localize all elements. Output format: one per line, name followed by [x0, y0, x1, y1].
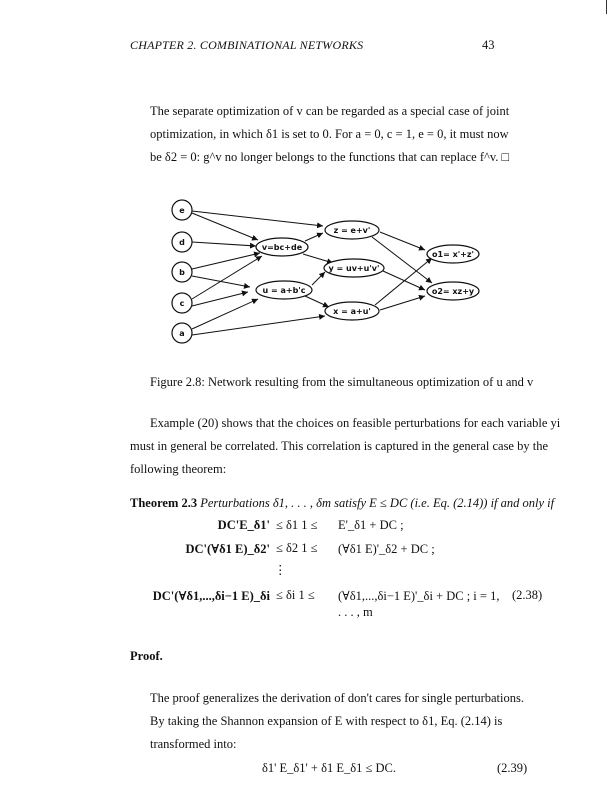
para3-line: By taking the Shannon expansion of E with respect to δ1, Eq. (2.14) is	[150, 714, 503, 728]
input-label: e	[179, 206, 185, 215]
node-label: o1= x'+z'	[432, 250, 474, 259]
para1-line: The separate optimization of v can be regarded as a special case of joint	[150, 104, 510, 118]
equation-mid: ≤ δ2 1 ≤	[276, 541, 318, 555]
para3-line: The proof generalizes the derivation of don't cares for single perturbations.	[150, 691, 524, 705]
input-label: b	[179, 268, 185, 277]
figure-caption: Figure 2.8: Network resulting from the simultaneous optimization of u and v	[150, 375, 534, 389]
equation-mid: ≤ δ1 1 ≤	[276, 518, 318, 532]
input-label: d	[179, 238, 185, 247]
theorem-statement: Perturbations δ1, . . . , δm satisfy E ≤ DC (i.e. Eq. (2.14)) if and only if	[200, 496, 555, 510]
input-label: c	[179, 299, 185, 308]
equation-mid: ≤ δi 1 ≤	[276, 588, 315, 602]
proof-label: Proof.	[130, 649, 163, 663]
equation-lhs: DC'(∀δ1 E)_δ2'	[185, 542, 270, 556]
input-label: a	[179, 329, 185, 338]
running-header: CHAPTER 2. COMBINATIONAL NETWORKS	[130, 38, 364, 52]
equation-rhs: (∀δ1 E)'_δ2 + DC ;	[338, 542, 435, 556]
equation-number: (2.38)	[512, 588, 543, 602]
node-label: z = e+v'	[333, 226, 371, 235]
equation-lhs: DC'(∀δ1,...,δi−1 E)_δi	[152, 589, 270, 603]
para2-line: Example (20) shows that the choices on feasible perturbations for each variable yi	[150, 416, 561, 430]
equation-number: (2.39)	[497, 761, 528, 775]
node-label: o2= xz+y	[431, 287, 475, 296]
node-label: u = a+b'c	[262, 286, 306, 295]
page-number: 43	[482, 38, 495, 52]
node-label: x = a+u'	[333, 307, 371, 316]
equation-rhs: (∀δ1,...,δi−1 E)'_δi + DC ; i = 1, . . . , m	[338, 589, 500, 619]
para1-line: optimization, in which δ1 is set to 0. For a = 0, c = 1, e = 0, it must now	[150, 127, 509, 141]
vertical-ellipsis: ⋮	[274, 563, 287, 577]
theorem-label: Theorem 2.3	[130, 496, 198, 510]
node-label: v=bc+de	[261, 243, 303, 252]
equation-rhs: E'_δ1 + DC ;	[338, 518, 404, 532]
equation-lhs: DC'E_δ1'	[217, 518, 270, 532]
para3-line: transformed into:	[150, 737, 237, 751]
para2-line: following theorem:	[130, 462, 227, 476]
equation-2-39: δ1' E_δ1' + δ1 E_δ1 ≤ DC.	[262, 761, 396, 775]
para1-line: be δ2 = 0: g^v no longer belongs to the functions that can replace f^v. □	[150, 150, 510, 164]
edges	[192, 211, 432, 335]
node-label: y = uv+u'v'	[328, 264, 380, 273]
para2-line: must in general be correlated. This correlation is captured in the general case by the	[130, 439, 549, 453]
